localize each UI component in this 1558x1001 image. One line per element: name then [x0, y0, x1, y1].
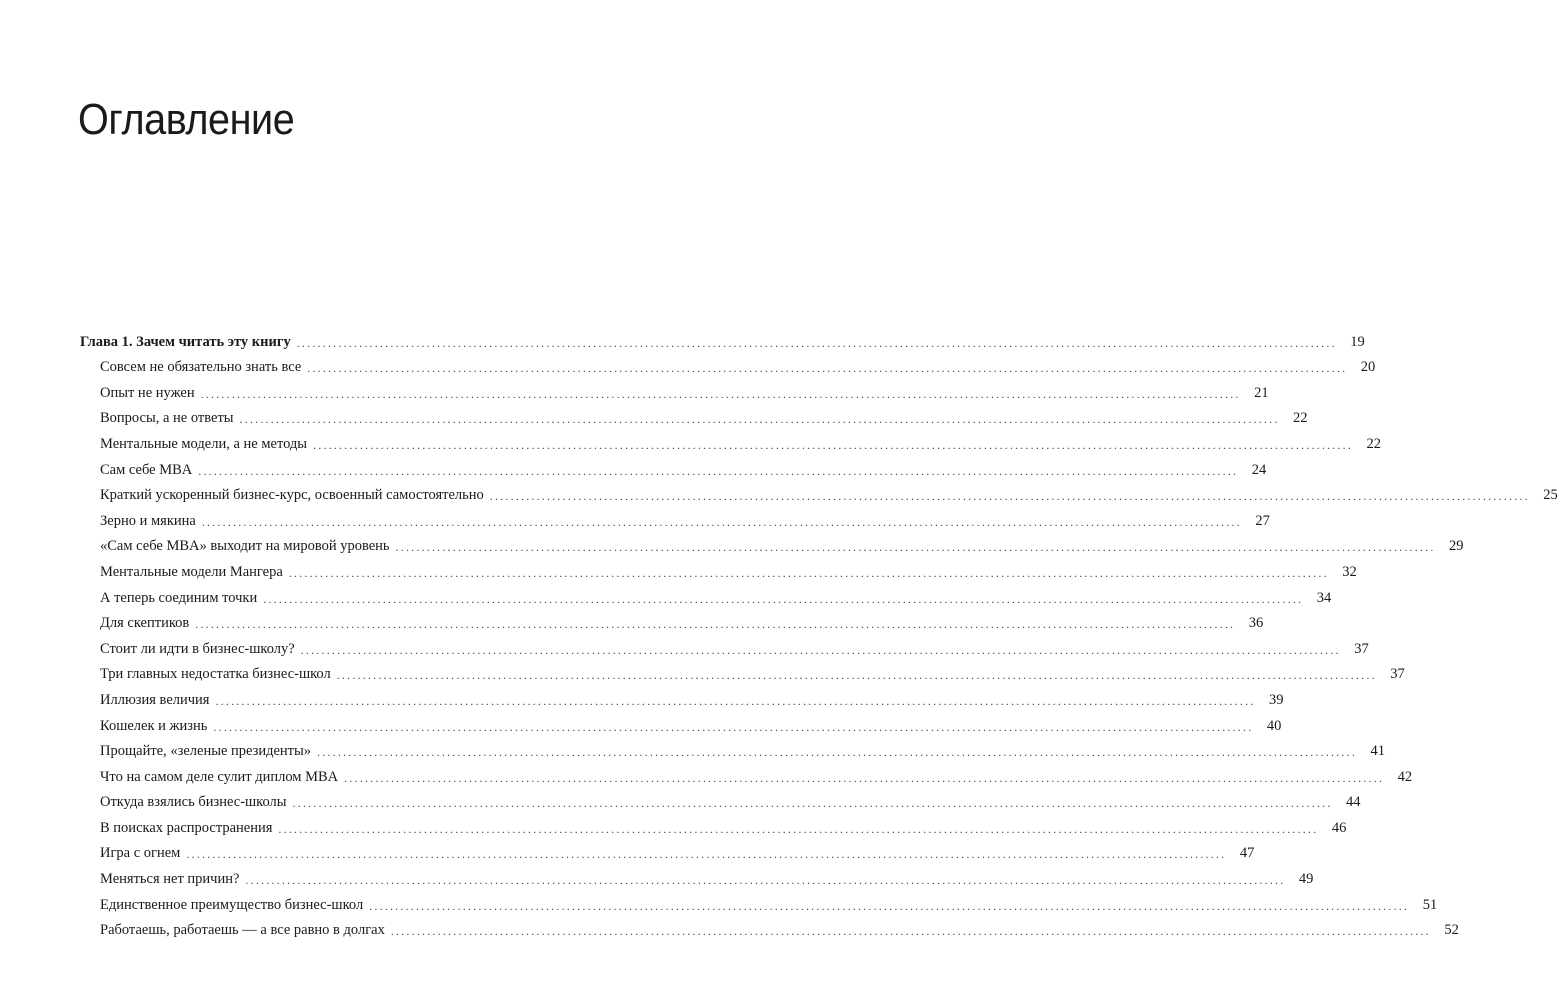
dot-leader: ........................................................................................................................................................................................................: [292, 796, 1333, 811]
toc-entry-text: Что на самом деле сулит диплом MBA: [100, 768, 339, 785]
dot-leader: ........................................................................................................................................................................................................: [288, 565, 1329, 580]
toc-section-row[interactable]: [80, 888, 1438, 914]
toc-entry-text: Прощайте, «зеленые президенты»: [100, 743, 312, 760]
dot-leader: ........................................................................................................................................................................................................: [239, 412, 1280, 427]
dot-leader: ........................................................................................................................................................................................................: [300, 642, 1341, 657]
toc-section-row[interactable]: [80, 632, 1369, 658]
toc-section-row[interactable]: [80, 402, 1308, 428]
toc-entry-text: Сам себе MBA: [100, 461, 193, 478]
toc-entry-text: Вопросы, а не ответы: [100, 410, 234, 427]
dot-leader: ........................................................................................................................................................................................................: [369, 898, 1410, 913]
toc-section-row[interactable]: [80, 709, 1282, 735]
toc-entry-text: Для скептиков: [100, 615, 190, 632]
toc-page-number: 44: [1346, 794, 1361, 811]
toc-page-number: 46: [1331, 819, 1347, 836]
toc-entry-text: Опыт не нужен: [100, 384, 195, 401]
dot-leader: ........................................................................................................................................................................................................: [390, 924, 1431, 939]
toc-chapter-row[interactable]: [80, 325, 1365, 351]
dot-leader: ........................................................................................................................................................................................................: [489, 489, 1530, 504]
toc-page-number: 32: [1342, 563, 1357, 580]
toc-entry-text: Игра с огнем: [100, 845, 181, 862]
toc-entry-text: В поисках распространения: [100, 819, 273, 836]
toc-page-number: 22: [1366, 435, 1382, 452]
toc-entry-text: Совсем не обязательно знать все: [100, 359, 302, 376]
dot-leader: ........................................................................................................................................................................................................: [263, 591, 1304, 606]
dot-leader: ........................................................................................................................................................................................................: [245, 873, 1286, 888]
toc-page-number: 41: [1370, 743, 1386, 760]
toc-section-row[interactable]: [80, 479, 1558, 505]
dot-leader: ........................................................................................................................................................................................................: [317, 745, 1358, 760]
toc-section-row[interactable]: [80, 862, 1314, 888]
toc-section-row[interactable]: [80, 786, 1361, 812]
toc-section-row[interactable]: [80, 351, 1376, 377]
toc-section-row[interactable]: [80, 581, 1332, 607]
toc-page-number: 40: [1266, 717, 1282, 734]
dot-leader: ........................................................................................................................................................................................................: [200, 386, 1241, 401]
toc-entry-text: Кошелек и жизнь: [100, 717, 208, 734]
dot-leader: ........................................................................................................................................................................................................: [215, 693, 1256, 708]
toc-entry-text: Ментальные модели, а не методы: [100, 435, 308, 452]
toc-page-number: 29: [1449, 538, 1464, 555]
dot-leader: ........................................................................................................................................................................................................: [344, 770, 1385, 785]
toc-entry-text: Глава 1. Зачем читать эту книгу: [80, 333, 291, 350]
toc-entry-text: Откуда взялись бизнес-школы: [100, 794, 287, 811]
dot-leader: ........................................................................................................................................................................................................: [336, 668, 1377, 683]
table-of-contents: [80, 325, 1558, 939]
toc-page-number: 22: [1293, 410, 1308, 427]
toc-page-number: 52: [1444, 922, 1459, 939]
dot-leader: ........................................................................................................................................................................................................: [395, 540, 1436, 555]
toc-entry-text: А теперь соединим точки: [100, 589, 258, 606]
toc-entry-text: Зерно и мякина: [100, 512, 196, 529]
toc-page-number: 20: [1360, 359, 1376, 376]
dot-leader: ........................................................................................................................................................................................................: [201, 514, 1242, 529]
page-title: Оглавление: [78, 95, 295, 144]
dot-leader: ........................................................................................................................................................................................................: [296, 335, 1337, 350]
toc-page-number: 25: [1543, 487, 1558, 504]
toc-section-row[interactable]: [80, 658, 1405, 684]
toc-page-number: 36: [1248, 615, 1264, 632]
toc-entry-text: Краткий ускоренный бизнес-курс, освоенный самостоятельно: [100, 487, 484, 504]
toc-page-number: 49: [1298, 871, 1314, 888]
toc-page-number: 47: [1239, 845, 1255, 862]
toc-section-row[interactable]: [80, 683, 1284, 709]
toc-page-number: 51: [1422, 896, 1438, 913]
toc-page-number: 37: [1390, 666, 1405, 683]
toc-page-number: 27: [1255, 512, 1270, 529]
dot-leader: ........................................................................................................................................................................................................: [186, 847, 1227, 862]
toc-section-row[interactable]: [80, 555, 1357, 581]
dot-leader: ........................................................................................................................................................................................................: [278, 821, 1319, 836]
toc-entry-text: Меняться нет причин?: [100, 871, 240, 888]
dot-leader: ........................................................................................................................................................................................................: [195, 617, 1236, 632]
toc-section-row[interactable]: [80, 453, 1267, 479]
toc-section-row[interactable]: [80, 914, 1459, 940]
toc-section-row[interactable]: [80, 427, 1382, 453]
toc-entry-text: Единственное преимущество бизнес-школ: [100, 896, 364, 913]
toc-section-row[interactable]: [80, 376, 1269, 402]
toc-entry-text: Работаешь, работаешь — а все равно в долгах: [100, 922, 385, 939]
toc-page-number: 39: [1268, 691, 1284, 708]
toc-section-row[interactable]: [80, 735, 1386, 761]
toc-section-row[interactable]: [80, 837, 1255, 863]
toc-entry-text: «Сам себе MBA» выходит на мировой уровень: [100, 538, 390, 555]
toc-entry-text: Ментальные модели Мангера: [100, 563, 283, 580]
toc-entry-text: Иллюзия величия: [100, 691, 210, 708]
toc-page-number: 21: [1254, 384, 1269, 401]
dot-leader: ........................................................................................................................................................................................................: [198, 463, 1239, 478]
toc-entry-text: Стоит ли идти в бизнес-школу?: [100, 640, 295, 657]
toc-page-number: 19: [1350, 333, 1365, 350]
toc-section-row[interactable]: [80, 504, 1270, 530]
toc-page-number: 34: [1316, 589, 1332, 606]
toc-section-row[interactable]: [80, 530, 1464, 556]
dot-leader: ........................................................................................................................................................................................................: [313, 437, 1354, 452]
dot-leader: ........................................................................................................................................................................................................: [213, 719, 1254, 734]
dot-leader: ........................................................................................................................................................................................................: [307, 361, 1348, 376]
toc-page-number: 37: [1354, 640, 1369, 657]
toc-page-number: 42: [1397, 768, 1413, 785]
toc-page-number: 24: [1251, 461, 1267, 478]
toc-section-row[interactable]: [80, 607, 1264, 633]
toc-entry-text: Три главных недостатка бизнес-школ: [100, 666, 331, 683]
toc-section-row[interactable]: [80, 811, 1347, 837]
toc-section-row[interactable]: [80, 760, 1413, 786]
